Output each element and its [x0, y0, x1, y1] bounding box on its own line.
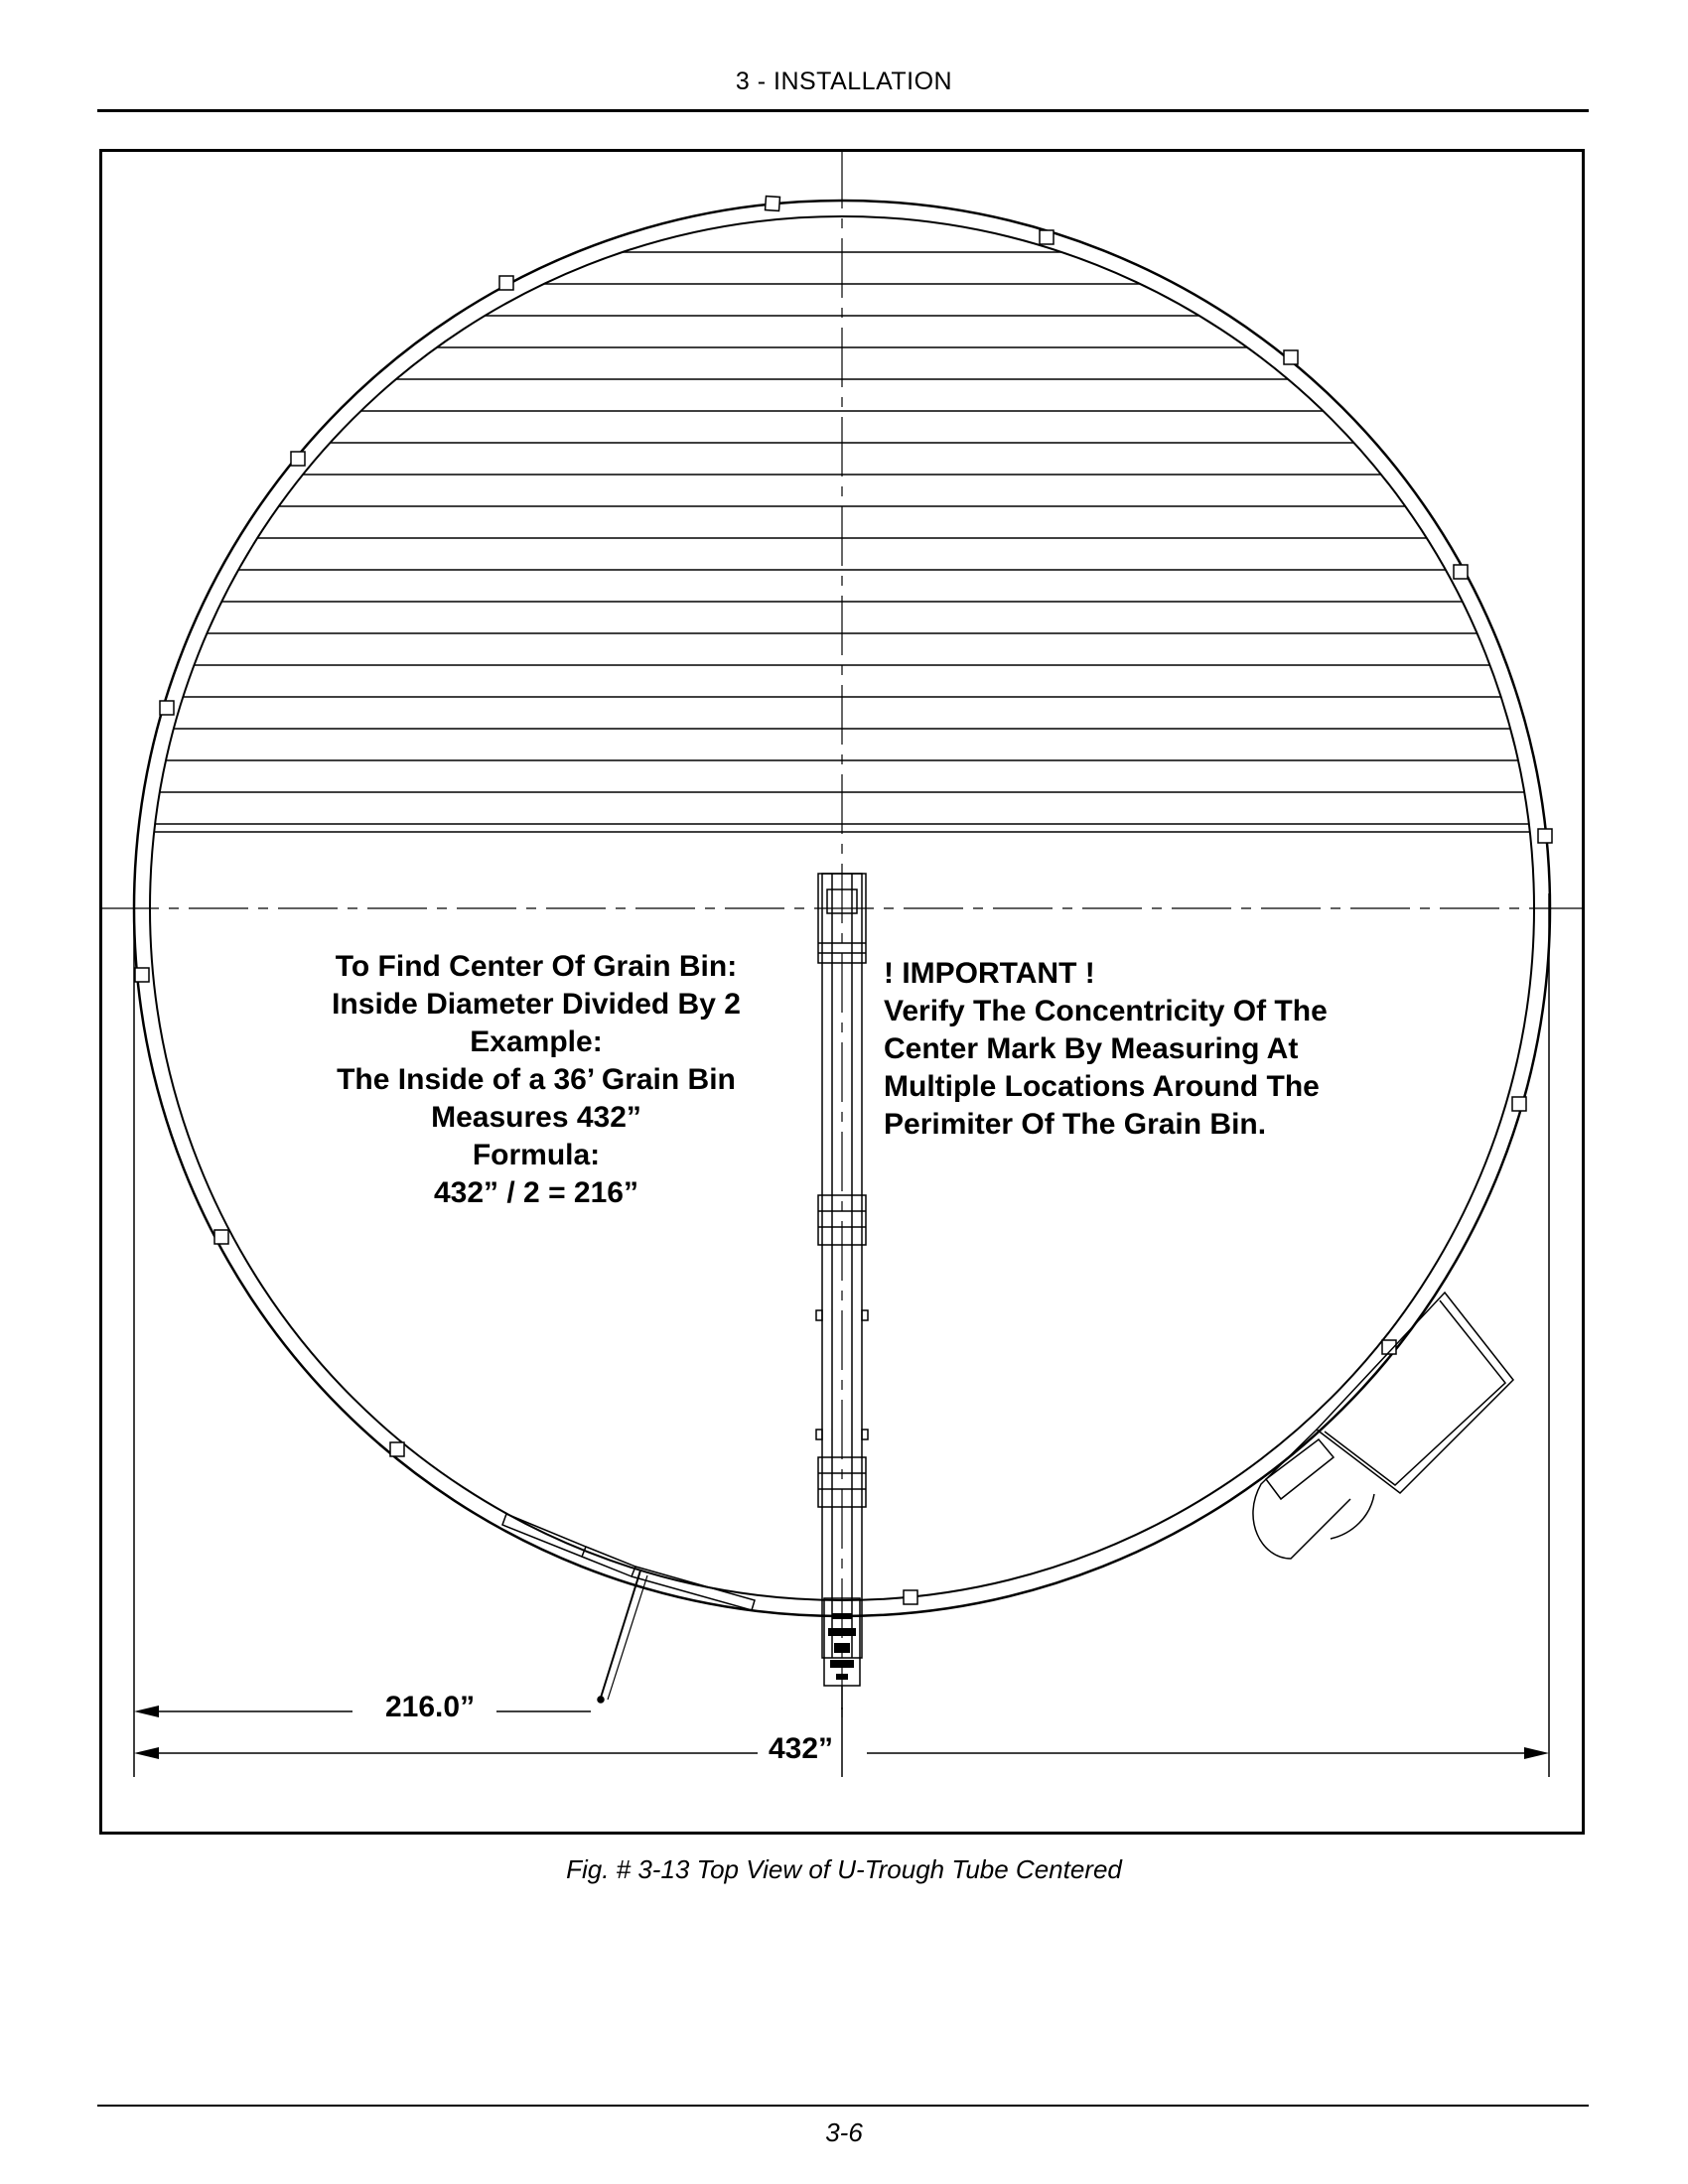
footer-divider — [97, 2105, 1589, 2107]
note-line: Multiple Locations Around The — [884, 1070, 1320, 1103]
page-number: 3-6 — [825, 2117, 863, 2147]
section-title: 3 - INSTALLATION — [735, 68, 953, 95]
important-note — [884, 955, 1440, 1144]
header-divider — [97, 109, 1589, 112]
note-line: Inside Diameter Divided By 2 — [332, 988, 741, 1021]
center-formula-note — [278, 948, 794, 1212]
note-line: Measures 432” — [431, 1101, 641, 1134]
note-line: Formula: — [472, 1139, 601, 1171]
sweep-housing — [1253, 1293, 1513, 1559]
note-line: Example: — [470, 1025, 603, 1058]
note-line: Perimiter Of The Grain Bin. — [884, 1108, 1267, 1141]
note-line: ! IMPORTANT ! — [884, 957, 1095, 990]
full-diameter-dimension: 432” — [763, 1732, 839, 1766]
note-line: Center Mark By Measuring At — [884, 1032, 1299, 1065]
bin-door — [502, 1514, 755, 1703]
note-line: Verify The Concentricity Of The — [884, 995, 1328, 1027]
half-diameter-dimension: 216.0” — [379, 1691, 481, 1724]
note-line: The Inside of a 36’ Grain Bin — [337, 1063, 736, 1096]
note-line: To Find Center Of Grain Bin: — [335, 950, 738, 983]
figure-caption: Fig. # 3-13 Top View of U-Trough Tube Centered — [566, 1854, 1122, 1884]
note-line: 432” / 2 = 216” — [434, 1176, 638, 1209]
